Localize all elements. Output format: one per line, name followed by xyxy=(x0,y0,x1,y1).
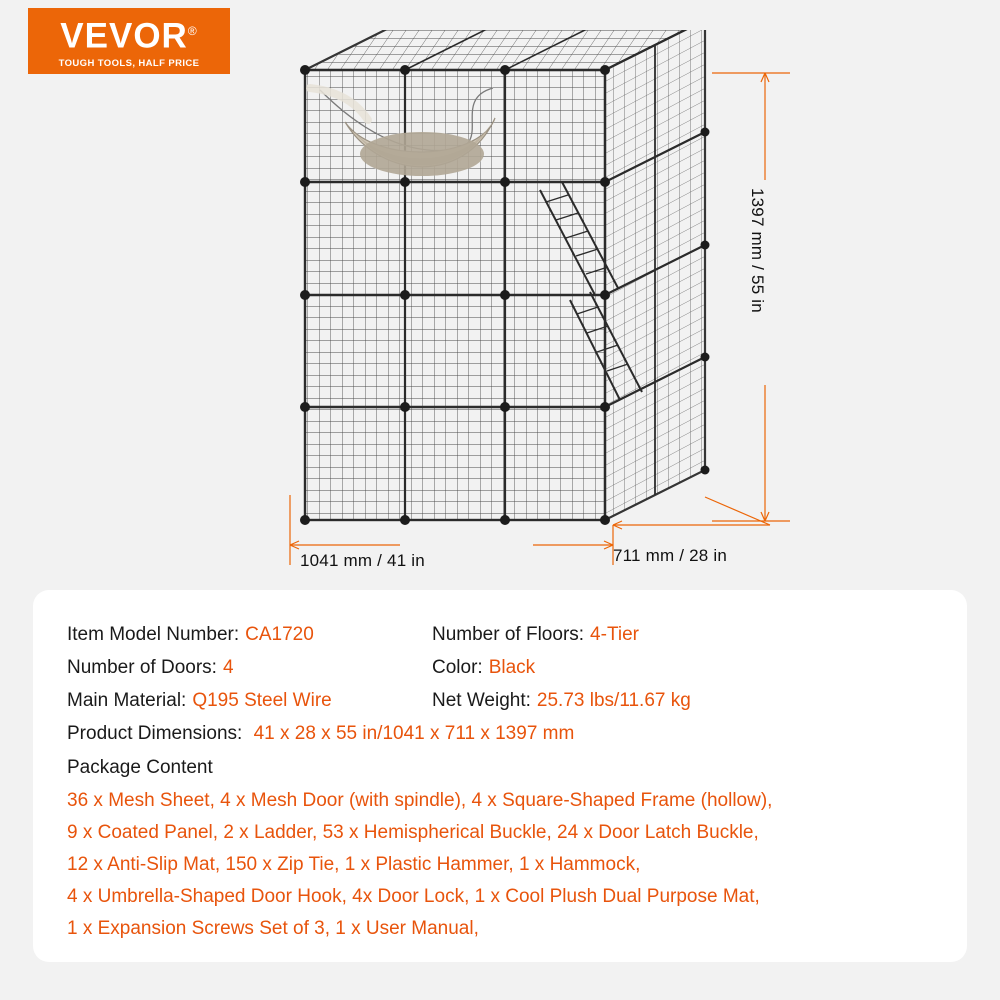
spec-row xyxy=(67,618,933,651)
spec-item-main-material xyxy=(67,684,432,717)
package-content-line: 1 x Expansion Screws Set of 3, 1 x User Manual, xyxy=(67,918,479,939)
brand-tagline: TOUGH TOOLS, HALF PRICE xyxy=(58,57,200,69)
package-content-line: 9 x Coated Panel, 2 x Ladder, 53 x Hemispherical Buckle, 24 x Door Latch Buckle, xyxy=(67,822,759,843)
package-content-line: 4 x Umbrella-Shaped Door Hook, 4x Door Lock, 1 x Cool Plush Dual Purpose Mat, xyxy=(67,886,760,907)
spec-item-model-number xyxy=(67,618,432,651)
spec-label: Product Dimensions: xyxy=(67,723,243,744)
spec-value: Q195 Steel Wire xyxy=(192,690,332,711)
dimension-width-label: 1041 mm / 41 in xyxy=(300,551,425,570)
spec-item-color xyxy=(432,651,535,684)
spec-row xyxy=(67,651,933,684)
dimension-depth-label: 711 mm / 28 in xyxy=(613,546,727,565)
spec-value: CA1720 xyxy=(245,624,314,645)
package-content-line: 36 x Mesh Sheet, 4 x Mesh Door (with spindle), 4 x Square-Shaped Frame (hollow), xyxy=(67,790,773,811)
spec-label: Item Model Number: xyxy=(67,624,240,645)
package-content-title: Package Content xyxy=(67,757,213,778)
spec-item-number-of-doors xyxy=(67,651,432,684)
spec-item-number-of-floors xyxy=(432,618,639,651)
spec-label: Number of Floors: xyxy=(432,624,585,645)
spec-label: Color: xyxy=(432,657,483,678)
dimension-height-label: 1397 mm / 55 in xyxy=(748,188,767,313)
spec-row xyxy=(67,684,933,717)
brand-name-text: VEVOR xyxy=(60,16,188,56)
spec-item-net-weight xyxy=(432,684,691,717)
spec-label: Main Material: xyxy=(67,690,187,711)
spec-label: Number of Doors: xyxy=(67,657,217,678)
registered-mark-icon: ® xyxy=(187,24,198,39)
spec-value: Black xyxy=(488,657,536,678)
spec-item-product-dimensions xyxy=(67,717,933,750)
package-content-line: 12 x Anti-Slip Mat, 150 x Zip Tie, 1 x Plastic Hammer, 1 x Hammock, xyxy=(67,854,641,875)
spec-value: 4-Tier xyxy=(590,624,639,645)
spec-value: 4 xyxy=(222,657,234,678)
spec-card xyxy=(33,590,967,962)
spec-value: 25.73 lbs/11.67 kg xyxy=(536,690,691,711)
spec-label: Net Weight: xyxy=(432,690,531,711)
spec-value: 41 x 28 x 55 in/1041 x 711 x 1397 mm xyxy=(253,723,575,744)
